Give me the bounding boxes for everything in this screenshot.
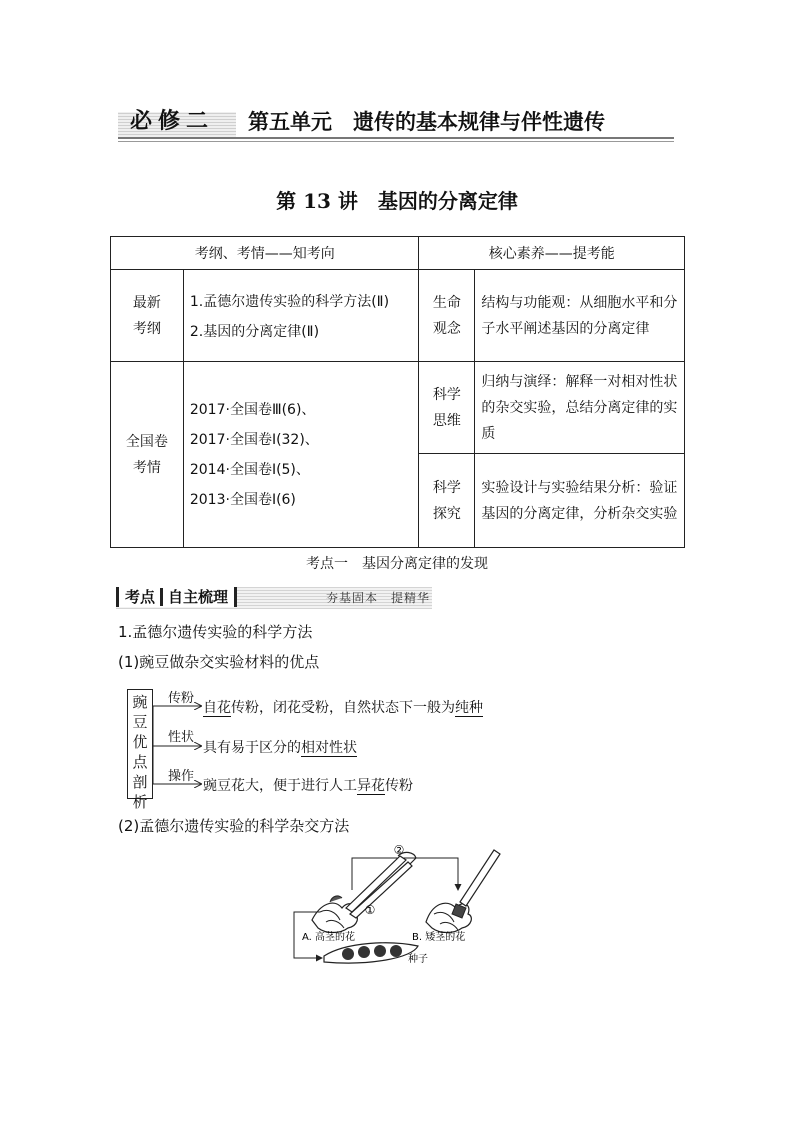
- fill-answer: 纯种: [455, 700, 483, 716]
- header-rule: [118, 137, 674, 139]
- branch-text-part: 豌豆花大，便于进行人工: [203, 778, 357, 794]
- core-label-life: 生命 观念: [419, 270, 475, 362]
- section-title: [116, 587, 237, 607]
- branch-text-part: 传粉: [385, 778, 413, 794]
- header-rule-thin: [118, 141, 674, 142]
- exam-items: [183, 362, 419, 548]
- core-text-thinking: 归纳与演绎：解释一对相对性状的杂交实验，总结分离定律的实质: [475, 362, 685, 454]
- list-item: 2014·全国卷Ⅰ(5)、: [189, 461, 310, 478]
- paragraph-cross-method: (2)孟德尔遗传实验的科学杂交方法: [118, 817, 350, 835]
- list-item: 2.基因的分离定律(Ⅱ): [189, 323, 320, 340]
- paragraph-pea-advantages: (1)豌豆做杂交实验材料的优点: [118, 653, 320, 671]
- col-header-core: 核心素养——提考能: [419, 237, 685, 270]
- branch-text-part: 具有易于区分的: [203, 740, 301, 756]
- row-label-latest-syllabus: 最新 考纲: [111, 270, 184, 362]
- section-title-left: 考点: [125, 588, 156, 606]
- branch-text-operation: [203, 775, 413, 795]
- branch-tag-operation: 操作: [168, 769, 195, 784]
- figure-label-tall: A. 高茎的花: [302, 932, 356, 943]
- unit-title: 第五单元 遗传的基本规律与伴性遗传: [248, 109, 605, 134]
- paragraph-method: 1.孟德尔遗传实验的科学方法: [118, 623, 313, 641]
- pea-advantage-box: [127, 689, 153, 811]
- branch-text-pollination: [203, 697, 483, 717]
- branch-text-part: 传粉，闭花受粉，自然状态下一般为: [231, 700, 455, 716]
- table-row: [111, 270, 685, 362]
- core-text-inquiry: 实验设计与实验结果分析：验证基因的分离定律，分析杂交实验: [475, 454, 685, 548]
- list-item: 2017·全国卷Ⅰ(32)、: [189, 431, 319, 448]
- branch-tag-traits: 性状: [168, 730, 195, 745]
- brush-icon: [452, 850, 500, 918]
- requirements-table: [110, 236, 685, 548]
- section-tagline: 夯基固本 提精华: [326, 591, 431, 605]
- fill-answer: 相对性状: [301, 740, 357, 756]
- table-header-row: [111, 237, 685, 270]
- lesson-title: 第 13 讲 基因的分离定律: [276, 189, 518, 213]
- core-label-inquiry: 科学 探究: [419, 454, 475, 548]
- figure-mark-1: ①: [364, 903, 376, 917]
- row-label-exam-situation: 全国卷 考情: [111, 362, 184, 548]
- seed-pod-icon: [324, 943, 418, 963]
- figure-mark-2: ②: [393, 843, 405, 857]
- branch-tag-pollination: 传粉: [168, 691, 195, 706]
- figure-label-seed: 种子: [408, 954, 428, 965]
- tweezers-icon: [346, 852, 416, 918]
- topic-heading: 考点一 基因分离定律的发现: [306, 556, 488, 572]
- pea-box-label: 豌豆优点剖析: [132, 693, 148, 811]
- list-item: 2017·全国卷Ⅲ(6)、: [189, 401, 316, 418]
- cross-pollination-figure: [290, 842, 510, 968]
- syllabus-items: [183, 270, 419, 362]
- figure-label-dwarf: B. 矮茎的花: [412, 932, 466, 943]
- core-label-thinking: 科学 思维: [419, 362, 475, 454]
- fill-answer: 异花: [357, 778, 385, 794]
- section-title-right: 自主梳理: [168, 588, 229, 606]
- list-item: 1.孟德尔遗传实验的科学方法(Ⅱ): [189, 293, 390, 310]
- branch-text-traits: [203, 737, 357, 757]
- core-text-life: 结构与功能观：从细胞水平和分子水平阐述基因的分离定律: [475, 270, 685, 362]
- table-row: [111, 362, 685, 454]
- col-header-exam: 考纲、考情——知考向: [111, 237, 419, 270]
- list-item: 2013·全国卷Ⅰ(6): [189, 491, 296, 508]
- fill-answer: 自花: [203, 700, 231, 716]
- volume-title: 必修二: [130, 108, 215, 134]
